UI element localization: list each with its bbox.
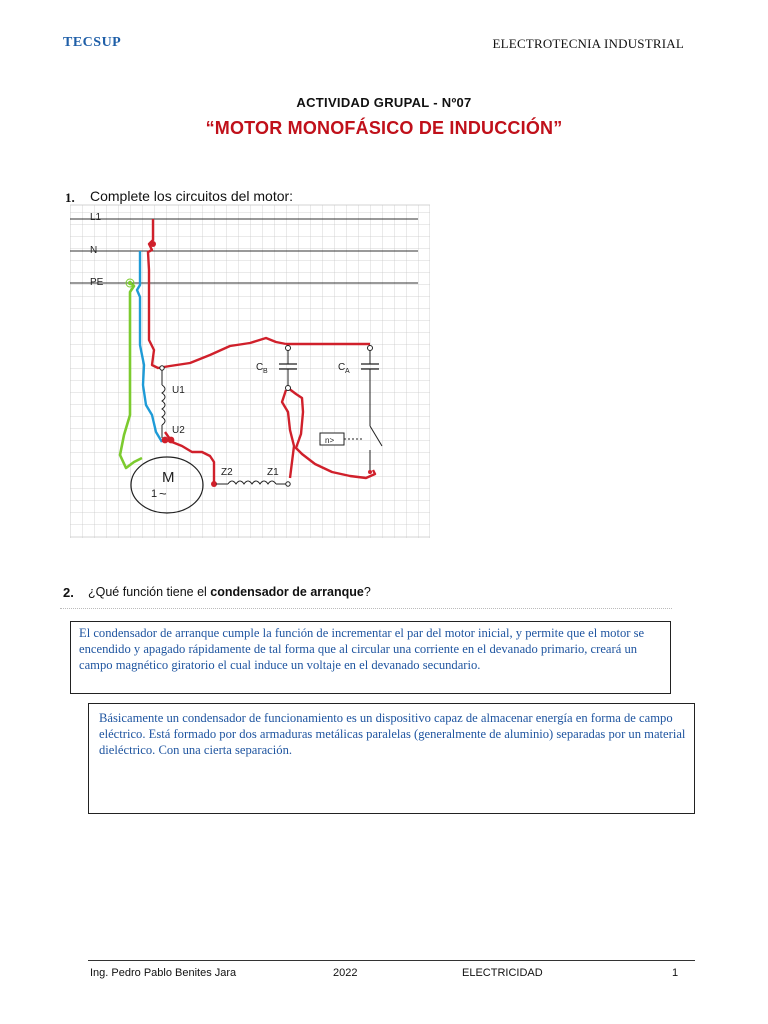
label-pe: PE	[90, 277, 104, 288]
terminal-u2: U2	[172, 425, 185, 436]
capacitor-ca-label: C	[338, 362, 346, 373]
terminal-z1: Z1	[267, 467, 279, 478]
activity-heading: ACTIVIDAD GRUPAL - Nº07	[296, 95, 472, 110]
motor-letter: M	[162, 469, 175, 486]
document-title: “MOTOR MONOFÁSICO DE INDUCCIÓN”	[205, 118, 563, 138]
motor-phase: 1	[151, 488, 158, 500]
footer-year: 2022	[333, 967, 358, 979]
capacitor-cb-sub: B	[263, 368, 268, 375]
question-1-text: Complete los circuitos del motor:	[90, 188, 294, 204]
terminal-u1: U1	[172, 385, 185, 396]
speed-relay-label: n>	[325, 436, 335, 445]
footer-subject: ELECTRICIDAD	[462, 967, 543, 979]
label-l1: L1	[90, 212, 102, 223]
label-n: N	[90, 245, 98, 256]
capacitor-cb-label: C	[256, 362, 264, 373]
motor-circuit-diagram	[70, 200, 430, 538]
brand-logo-text: TECSUP	[63, 35, 122, 50]
answer-box-1[interactable]: El condensador de arranque cumple la función de incrementar el par del motor inicial, y permite que el motor se encendido y apagado rápidamente de tal forma que al circular una corriente en el devanado primario, creará un campo magnético giratorio el cual induce un voltaje en el devanado secundario.	[70, 621, 671, 694]
footer-divider	[88, 960, 695, 961]
answer-box-2[interactable]: Básicamente un condensador de funcionamiento es un dispositivo capaz de almacenar energía en forma de campo eléctrico. Está formado por dos armaduras metálicas paralelas (generalmente de aluminio) separadas por un material dieléctrico. Con una cierta separación.	[88, 703, 695, 814]
terminal-z2: Z2	[221, 467, 233, 478]
course-title: ELECTROTECNIA INDUSTRIAL	[492, 36, 684, 51]
footer-author: Ing. Pedro Pablo Benites Jara	[90, 967, 237, 979]
capacitor-ca-sub: A	[345, 368, 350, 375]
question-2-number: 2.	[63, 585, 74, 600]
grid-background	[70, 205, 430, 538]
question-1-number: 1.	[65, 190, 75, 205]
question-2-text: ¿Qué función tiene el condensador de arranque?	[88, 585, 371, 599]
footer-page-number: 1	[672, 967, 679, 979]
motor-ac-symbol: ~	[159, 486, 167, 501]
dotted-divider	[60, 608, 672, 609]
